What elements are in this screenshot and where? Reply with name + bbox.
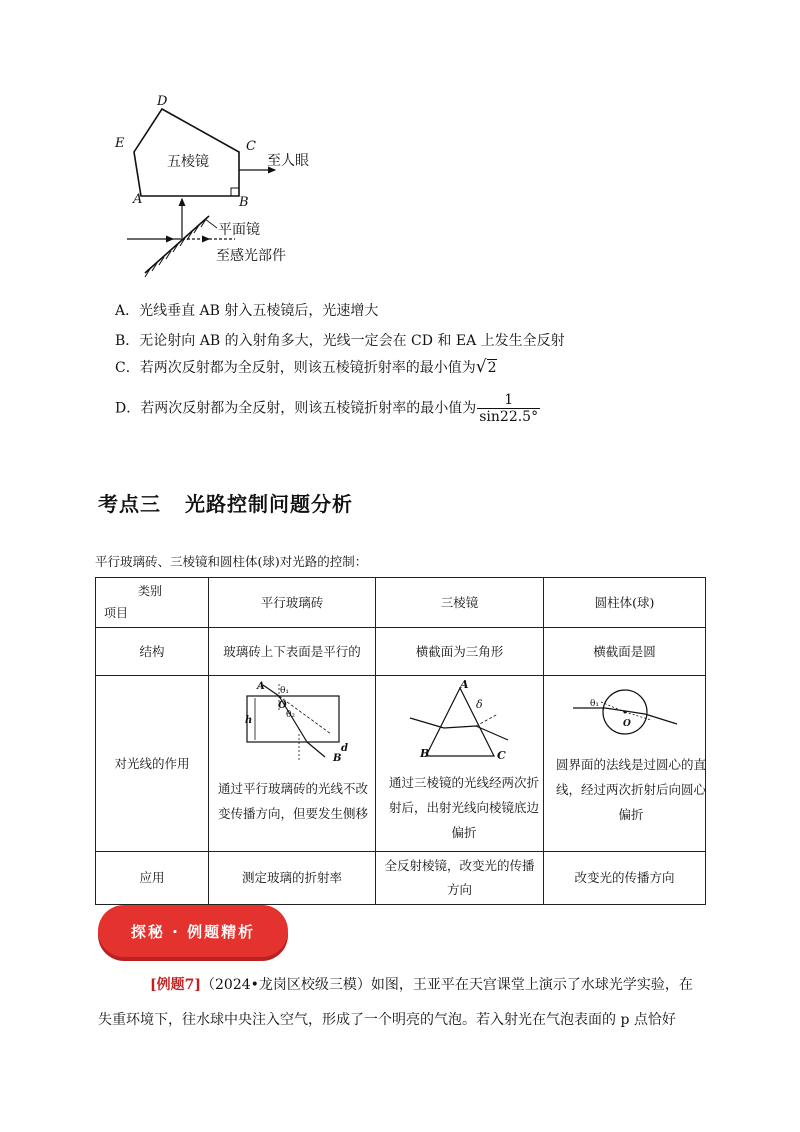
fraction-denominator: sin22.5° — [479, 409, 539, 426]
option-c-text: C．若两次反射都为全反射，则该五棱镜折射率的最小值为 — [115, 360, 476, 376]
fig2-label-delta: δ — [476, 698, 483, 711]
cylinder-diagram — [565, 686, 685, 742]
struct-col2: 横截面为三角形 — [376, 628, 544, 676]
fig3-label-theta1: θ₁ — [590, 699, 600, 709]
effect-col3: 圆界面的法线是过圆心的直线，经过两次折射后向圆心偏折 — [556, 757, 707, 822]
vertex-a-label: A — [133, 192, 143, 207]
fig1-label-theta1: θ₁ — [280, 686, 290, 696]
struct-col3: 横截面是圆 — [544, 628, 706, 676]
mirror-label: 平面镜 — [218, 222, 260, 238]
fig1-label-o: O — [278, 700, 287, 711]
option-d-text: D．若两次反射都为全反射，则该五棱镜折射率的最小值为 — [115, 400, 477, 417]
row-label-application: 应用 — [96, 852, 209, 905]
fig2-label-c: C — [497, 749, 506, 762]
example-line-2: 失重环境下，往水球中央注入空气，形成了一个明亮的气泡。若入射光在气泡表面的 p 点恰好 — [98, 1012, 676, 1028]
option-c — [115, 357, 497, 377]
option-b: B．无论射向 AB 的入射角多大，光线一定会在 CD 和 EA 上发生全反射 — [115, 333, 565, 349]
section-title: 光路控制问题分析 — [185, 492, 353, 516]
eye-label: 至人眼 — [267, 153, 309, 169]
sqrt-expression: √2 — [475, 357, 497, 377]
example-line-1 — [98, 968, 708, 1002]
section-label: 考点三 — [98, 492, 161, 516]
table-header-row — [96, 578, 706, 628]
fig1-label-theta2: θ₂ — [286, 710, 296, 720]
row-label-effect: 对光线的作用 — [96, 676, 209, 852]
effect-col1: 通过平行玻璃砖的光线不改变传播方向，但要发生侧移 — [218, 781, 369, 821]
table-row — [96, 628, 706, 676]
fig2-label-a: A — [460, 678, 469, 691]
vertex-e-label: E — [115, 136, 125, 151]
app-col2: 全反射棱镜，改变光的传播方向 — [376, 852, 544, 905]
option-a: A．光线垂直 AB 射入五棱镜后，光速增大 — [115, 303, 379, 319]
effect-col2: 通过三棱镜的光线经两次折射后，出射光线向棱镜底边偏折 — [389, 775, 540, 840]
fig1-label-b: B — [333, 753, 342, 764]
vertex-d-label: D — [157, 94, 168, 109]
intro-text: 平行玻璃砖、三棱镜和圆柱体(球)对光路的控制： — [95, 554, 368, 569]
header-col3: 圆柱体(球) — [544, 578, 706, 628]
fig1-label-a: A — [257, 681, 265, 692]
app-col3: 改变光的传播方向 — [544, 852, 706, 905]
fig2-label-b: B — [420, 747, 430, 760]
header-col2: 三棱镜 — [376, 578, 544, 628]
app-col1: 测定玻璃的折射率 — [209, 852, 376, 905]
sensor-label: 至感光部件 — [216, 248, 286, 264]
example-banner: 探秘 · 例题精析 — [98, 905, 288, 957]
fig1-label-d: d — [341, 743, 348, 754]
corner-top-label: 类别 — [138, 584, 163, 598]
row-label-structure: 结构 — [96, 628, 209, 676]
table-row — [96, 852, 706, 905]
light-control-table — [95, 577, 706, 905]
example-label: [例题7] — [150, 977, 201, 993]
plane-mirror — [145, 216, 209, 273]
vertex-b-label: B — [239, 195, 249, 210]
fig1-label-h: h — [245, 715, 253, 726]
prism-label: 五棱镜 — [167, 154, 209, 170]
corner-bottom-label: 项目 — [104, 606, 129, 620]
struct-col1: 玻璃砖上下表面是平行的 — [209, 628, 376, 676]
fig3-label-o: O — [623, 719, 631, 729]
corner-cell — [96, 578, 209, 628]
header-col1: 平行玻璃砖 — [209, 578, 376, 628]
fraction-numerator: 1 — [477, 392, 540, 409]
section-heading — [98, 488, 353, 517]
option-d — [115, 392, 540, 425]
example-line1-text: （2024•龙岗区校级三模）如图，王亚平在天宫课堂上演示了水球光学实验，在 — [201, 977, 693, 993]
vertex-c-label: C — [246, 139, 256, 154]
fraction — [477, 392, 540, 425]
sqrt-radicand: 2 — [487, 360, 497, 376]
